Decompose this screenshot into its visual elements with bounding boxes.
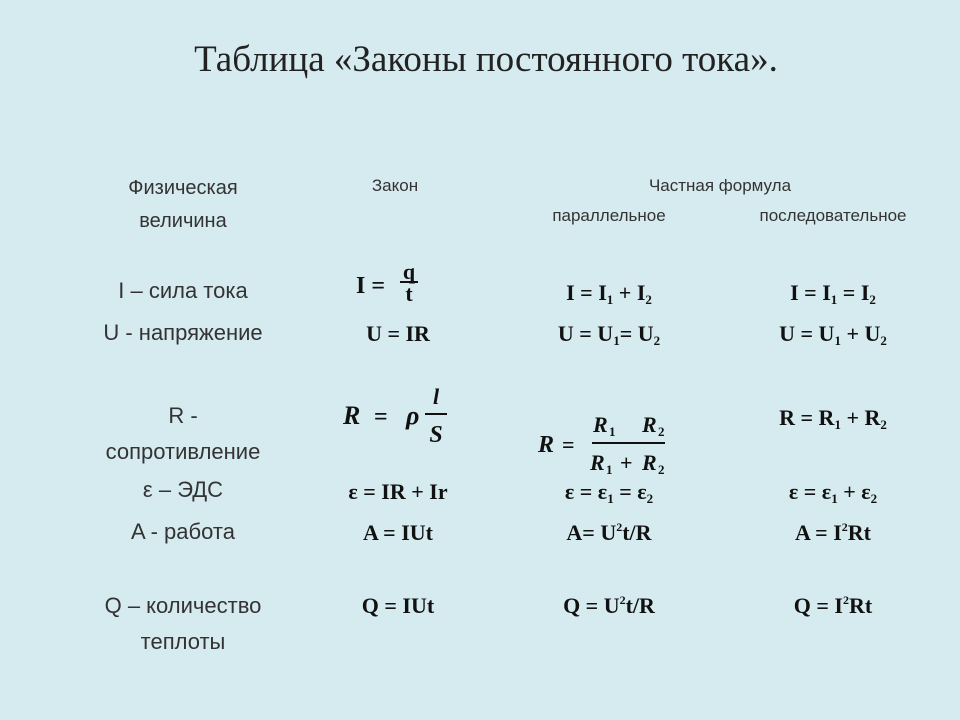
row-heat-quantity	[90, 588, 276, 660]
svg-text:2: 2	[658, 462, 665, 477]
row-emf-quantity: ε – ЭДС	[142, 477, 224, 502]
header-series: последовательное	[759, 206, 907, 225]
row-resistance-quantity-line1: R -	[168, 403, 198, 428]
header-parallel: параллельное	[552, 206, 666, 225]
header-quantity-line2: величина	[139, 210, 227, 232]
row-heat-law: Q = IUt	[361, 593, 435, 618]
row-current-law	[356, 259, 436, 306]
row-voltage-parallel: $U = U_1= U_2$	[557, 321, 661, 348]
row-voltage-law: U = IR	[366, 321, 430, 346]
row-current-quantity: I – сила тока	[118, 278, 248, 303]
row-heat-quantity-line1: Q – количество	[104, 593, 262, 618]
svg-text:R: R	[593, 412, 608, 437]
svg-text:R: R	[642, 412, 657, 437]
svg-text:S: S	[429, 422, 443, 448]
header-quantity	[90, 172, 276, 238]
row-resistance-quantity	[90, 398, 276, 470]
header-quantity-line1: Физическая	[128, 177, 238, 199]
svg-text:l: l	[432, 384, 440, 409]
row-current-parallel: $I = I_1 + I_2$	[566, 280, 652, 307]
row-work-law: A = IUt	[363, 520, 433, 545]
svg-text:1: 1	[606, 462, 613, 477]
svg-text:2: 2	[658, 424, 665, 439]
row-heat-quantity-line2: теплоты	[140, 629, 226, 654]
row-heat-series: $Q = I^2Rt$	[793, 593, 873, 618]
row-voltage-quantity: U - напряжение	[103, 320, 263, 345]
row-resistance-law	[343, 382, 453, 448]
row-work-quantity: A - работа	[131, 519, 235, 544]
svg-text:q: q	[402, 259, 416, 284]
row-current-series: $I = I_1 = I_2$	[790, 280, 876, 307]
row-resistance-parallel	[538, 408, 678, 480]
svg-text:=: =	[562, 432, 575, 457]
row-resistance-quantity-line2: сопротивление	[105, 439, 261, 464]
row-work-series: $A = I^2Rt$	[795, 520, 871, 545]
row-heat-parallel: $Q = U^2t/R$	[563, 593, 655, 618]
svg-text:R: R	[642, 450, 657, 475]
row-emf-law: ε = IR + Ir	[348, 479, 448, 504]
row-emf-parallel: $\varepsilon = \varepsilon_1 = \varepsilon_2$	[564, 479, 654, 506]
row-voltage-series: $U = U_1 + U_2$	[779, 321, 887, 348]
header-partial-formula: Частная формула	[648, 176, 792, 195]
page-title: Таблица «Законы постоянного тока».	[194, 39, 778, 80]
svg-text:R: R	[538, 432, 555, 458]
svg-text:1: 1	[609, 424, 616, 439]
row-emf-series: $\varepsilon = \varepsilon_1 + \varepsilon_2$	[788, 479, 878, 506]
svg-text:+: +	[620, 450, 633, 475]
svg-text:t: t	[405, 281, 413, 306]
row-work-parallel: $A= U^2t/R$	[566, 520, 652, 545]
header-law: Закон	[371, 176, 419, 195]
svg-text:R: R	[590, 450, 605, 475]
svg-text:=: =	[374, 404, 388, 430]
svg-text:I =: I =	[356, 273, 386, 299]
row-resistance-series: $R = R_1 + R_2$	[779, 405, 887, 432]
svg-text:R: R	[343, 401, 361, 430]
svg-text:ρ: ρ	[406, 401, 420, 430]
